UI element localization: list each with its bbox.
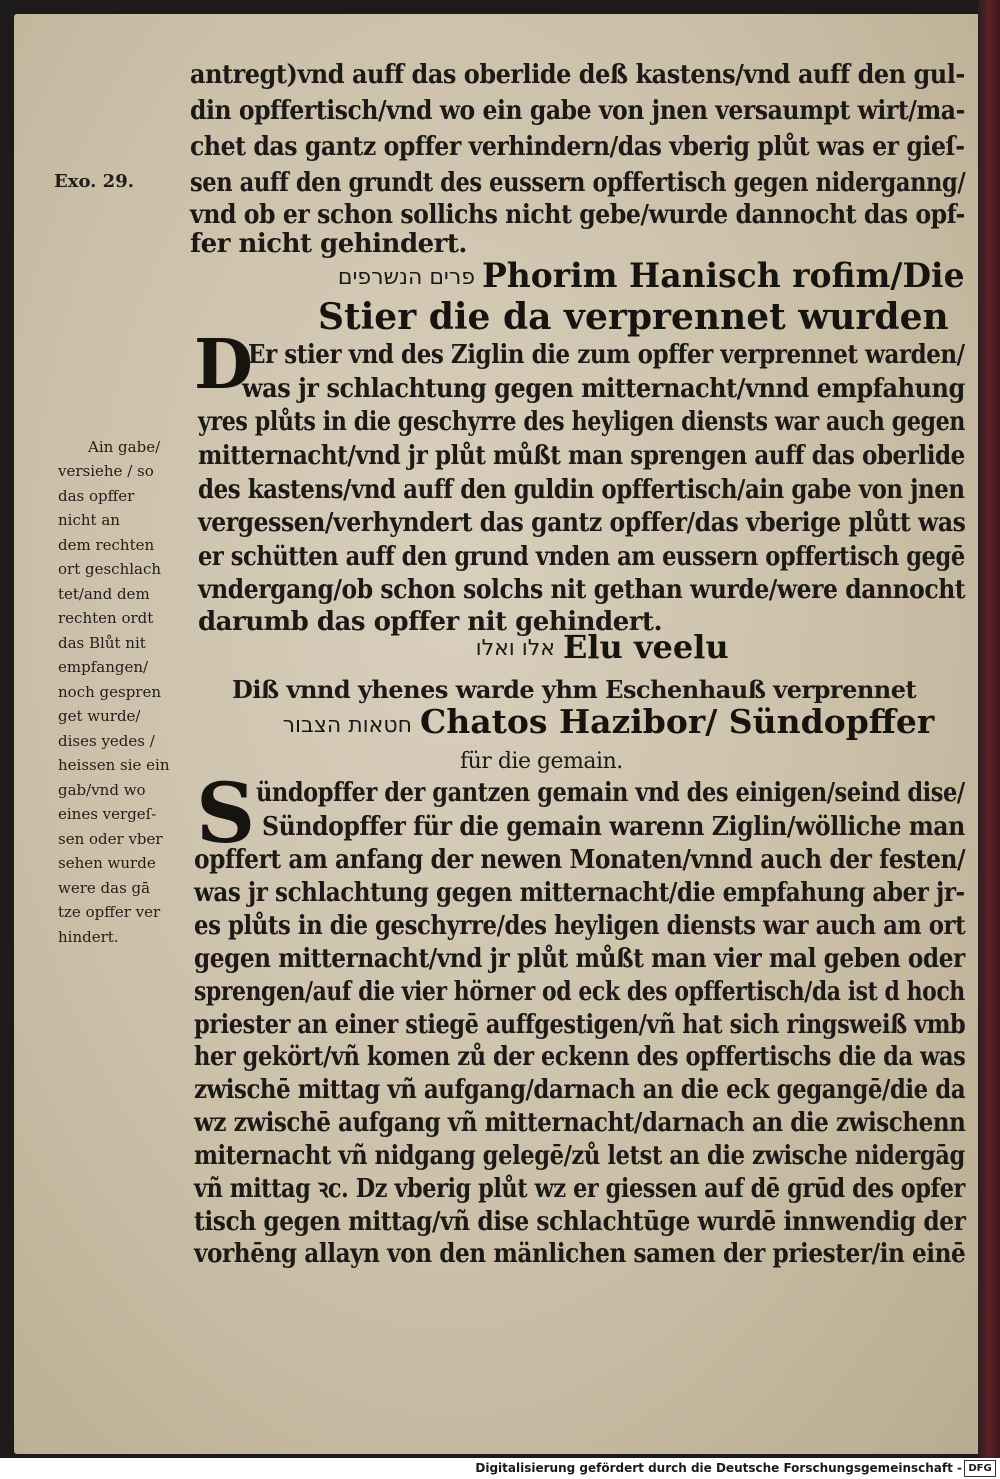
margin-line: were das gā xyxy=(58,879,151,897)
text-line: sen auff den grundt des eussern opffertisch gegen niderganng/ xyxy=(190,168,966,198)
text-line: wz zwischē aufgang vñ mitternacht/darnach an die zwischenn xyxy=(194,1108,966,1138)
text-line: was jr schlachtung gegen mitternacht/die empfahung aber jr- xyxy=(194,878,965,908)
margin-line: Ain gabe/ xyxy=(88,438,161,456)
margin-line: empfangen/ xyxy=(58,658,149,676)
book-binding-edge xyxy=(978,0,1000,1458)
margin-line: sehen wurde xyxy=(58,854,156,872)
text-line: zwischē mittag vñ aufgang/darnach an die eck gegangē/die da xyxy=(194,1075,966,1105)
margin-line: gab/vnd wo xyxy=(58,781,146,799)
text-line: yres plůts in die geschyrre des heyligen diensts war auch gegen xyxy=(198,407,966,437)
text-line: vnd ob er schon sollichs nicht gebe/wurde dannocht das opf- xyxy=(190,200,965,230)
margin-line: dem rechten xyxy=(58,536,155,554)
text-line: vndergang/ob schon solchs nit gethan wurde/were dannocht xyxy=(198,575,966,605)
margin-line: eines vergeſ- xyxy=(58,805,157,823)
section-heading: Phorim Hanisch rofim/Die xyxy=(482,256,965,296)
dfg-logo: DFG xyxy=(964,1460,996,1477)
text-line: ündopffer der gantzen gemain vnd des einigen/seind dise/ xyxy=(256,778,965,808)
hebrew-heading: אלו ואלו xyxy=(475,636,555,661)
margin-reference: Exo. 29. xyxy=(54,171,134,192)
margin-line: tze opffer ver xyxy=(58,903,161,921)
margin-line: sen oder vber xyxy=(58,830,163,848)
text-line: antregt)vnd auff das oberlide deß kastens/vnd auff den gul- xyxy=(190,60,965,90)
text-line: priester an einer stiegē auffgestigen/vñ hat sich ringsweiß vmb xyxy=(194,1010,966,1040)
section-heading: Stier die da verprennet wurden xyxy=(318,296,949,338)
margin-line: tet/and dem xyxy=(58,585,150,603)
section-heading: Elu veelu xyxy=(563,628,729,666)
drop-cap: D xyxy=(194,325,253,405)
text-line: vorhēng allayn von den mänlichen samen der priester/in einē xyxy=(194,1239,966,1269)
section-subheading: für die gemain. xyxy=(460,749,623,774)
text-line: es plůts in die geschyrre/des heyligen diensts war auch am ort xyxy=(194,911,966,941)
text-line: darumb das opffer nit gehindert. xyxy=(198,607,662,637)
subtitle-line: Diß vnnd yhenes warde yhm Eschenhauß verprennet xyxy=(232,675,917,704)
drop-cap: S xyxy=(196,766,256,862)
text-line: miternacht vñ nidgang gelegē/zů letst an die zwische nidergāg xyxy=(194,1141,965,1171)
hebrew-heading: חטאות הצבור xyxy=(282,713,412,738)
margin-line: nicht an xyxy=(58,511,120,529)
text-line: vñ mittag ꝛc. Dz vberig plůt wz er giessen auf dē grūd des opfer xyxy=(194,1174,965,1204)
margin-line: ort geschlach xyxy=(58,560,162,578)
text-line: Er stier vnd des Ziglin die zum opffer verprennet warden/ xyxy=(248,340,965,370)
text-line: Sündopffer für die gemain warenn Ziglin/wölliche man xyxy=(262,812,965,842)
text-line: sprengen/auf die vier hörner od eck des opffertisch/da ist d hoch xyxy=(194,977,965,1007)
margin-line: versiehe / so xyxy=(58,462,154,480)
text-line: was jr schlachtung gegen mitternacht/vnnd empfahung xyxy=(242,374,965,404)
text-line: opffert am anfang der newen Monaten/vnnd auch der festen/ xyxy=(194,845,966,875)
margin-line: rechten ordt xyxy=(58,609,154,627)
text-line: vergessen/verhyndert das gantz opffer/das vberige plůtt was xyxy=(198,508,966,538)
margin-line: das opffer xyxy=(58,487,135,505)
text-line: her gekört/vñ komen zů der eckenn des opffertischs die da was xyxy=(194,1042,966,1072)
hebrew-heading: פרים הנשרפים xyxy=(337,265,475,290)
text-line: des kastens/vnd auff den guldin opffertisch/ain gabe von jnen xyxy=(198,475,965,505)
margin-line: hindert. xyxy=(58,928,119,946)
text-line: tisch gegen mittag/vñ dise schlachtūge wurdē innwendig der xyxy=(194,1207,966,1237)
text-line: fer nicht gehindert. xyxy=(190,229,467,259)
text-line: er schütten auff den grund vnden am eussern opffertisch gegē xyxy=(198,542,965,572)
digitization-credit: Digitalisierung gefördert durch die Deutsche Forschungsgemeinschaft - xyxy=(475,1461,962,1475)
text-line: gegen mitternacht/vnd jr plůt můßt man vier mal geben oder xyxy=(194,944,965,974)
section-heading: Chatos Hazibor/ Sündopffer xyxy=(420,702,935,741)
margin-line: heissen sie ein xyxy=(58,756,170,774)
text-line: din opffertisch/vnd wo ein gabe von jnen versaumpt wirt/ma- xyxy=(190,96,965,126)
margin-line: das Blůt nit xyxy=(58,634,146,652)
margin-line: get wurde/ xyxy=(58,707,141,725)
margin-line: dises yedes / xyxy=(58,732,155,750)
margin-line: noch gespren xyxy=(58,683,162,701)
text-line: mitternacht/vnd jr plůt můßt man sprengen auff das oberlide xyxy=(198,441,965,471)
text-line: chet das gantz opffer verhindern/das vberig plůt was er gieſ- xyxy=(190,132,965,162)
